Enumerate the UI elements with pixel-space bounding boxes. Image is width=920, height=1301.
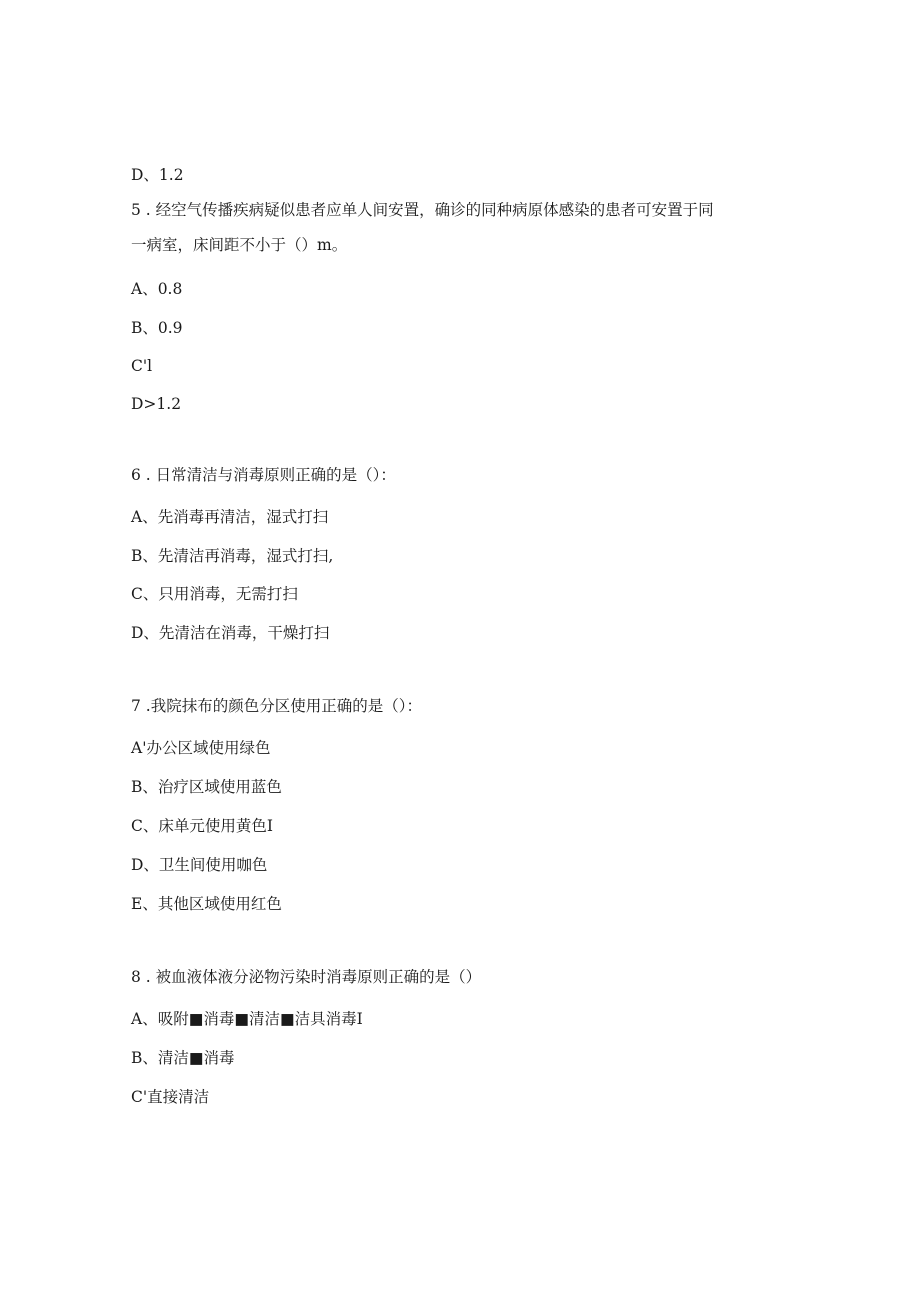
- q7-option-c: C、床单元使用黄色I: [131, 817, 273, 835]
- q6-option-b: B、先清洁再消毒，湿式打扫,: [131, 547, 334, 565]
- q4-option-d: D、1.2: [131, 166, 184, 184]
- q7-option-e: E、其他区域使用红色: [131, 895, 282, 913]
- q5-question-line2: 一病室，床间距不小于（）m。: [131, 236, 348, 254]
- q8-option-a: A、吸附■消毒■清洁■洁具消毒I: [131, 1010, 363, 1028]
- q8-question: 8 . 被血液体液分泌物污染时消毒原则正确的是（）: [131, 968, 482, 986]
- q5-option-d: D>1.2: [131, 395, 182, 413]
- q6-option-c: C、只用消毒，无需打扫: [131, 585, 298, 603]
- q6-option-a: A、先消毒再清洁，湿式打扫: [131, 508, 329, 526]
- q7-option-b: B、治疗区域使用蓝色: [131, 778, 282, 796]
- q5-question-line1: 5 . 经空气传播疾病疑似患者应单人间安置，确诊的同种病原体感染的患者可安置于同: [131, 201, 714, 219]
- q7-question: 7 .我院抹布的颜色分区使用正确的是（）：: [131, 697, 422, 715]
- q5-option-b: B、0.9: [131, 319, 183, 337]
- q6-question: 6 . 日常清洁与消毒原则正确的是（）：: [131, 466, 396, 484]
- q5-option-c: C'l: [131, 357, 153, 375]
- q8-option-b: B、清洁■消毒: [131, 1049, 235, 1067]
- q8-option-c: C'直接清洁: [131, 1088, 210, 1106]
- q7-option-d: D、卫生间使用咖色: [131, 856, 268, 874]
- q5-option-a: A、0.8: [131, 280, 183, 298]
- q6-option-d: D、先清洁在消毒，干燥打扫: [131, 624, 330, 642]
- q7-option-a: A'办公区域使用绿色: [131, 739, 271, 757]
